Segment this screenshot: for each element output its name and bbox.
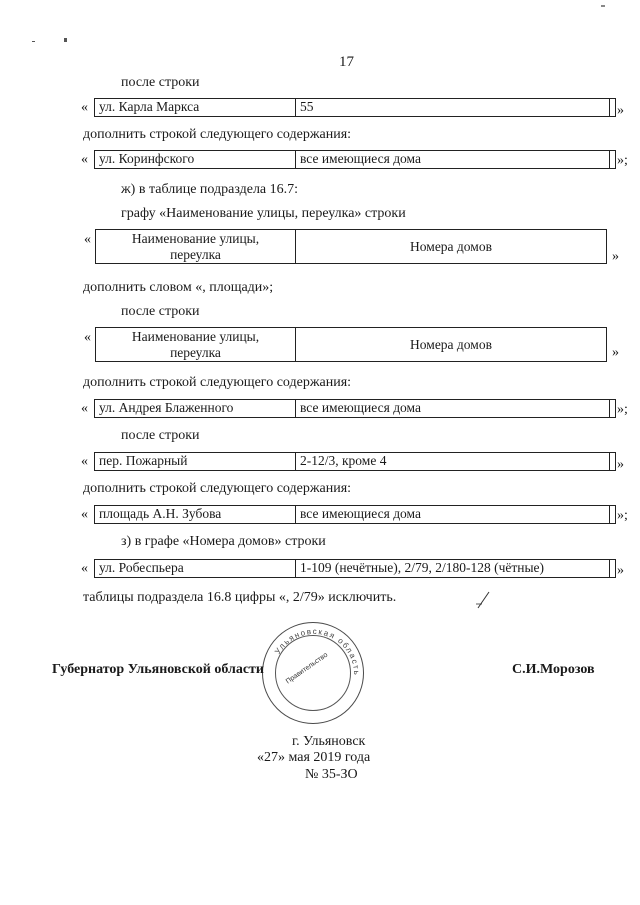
pen-mark <box>474 590 494 610</box>
paragraph-after-row: после строки <box>121 428 200 443</box>
houses-cell: все имеющиеся дома <box>300 151 421 166</box>
quote-open: « <box>84 330 91 345</box>
paragraph-after-row: после строки <box>121 75 200 90</box>
quote-close: » <box>617 103 624 118</box>
quote-open: « <box>84 232 91 247</box>
street-cell: ул. Карла Маркса <box>95 99 296 116</box>
houses-cell: 2-12/3, кроме 4 <box>300 453 387 468</box>
header-street-line1: Наименование улицы, <box>131 230 260 246</box>
paragraph-exclude: таблицы подраздела 16.8 цифры «, 2/79» исключить. <box>83 590 397 605</box>
table-row-karla-marksa <box>94 98 610 117</box>
paragraph-column-name: графу «Наименование улицы, переулка» строки <box>121 206 406 221</box>
table-row-korinfskogo <box>94 150 610 169</box>
paragraph-after-row: после строки <box>121 304 200 319</box>
page-number: 17 <box>339 54 354 70</box>
paragraph-add-word: дополнить словом «, площади»; <box>83 280 274 295</box>
header-street-cell <box>96 328 296 361</box>
quote-close: » <box>617 457 624 472</box>
signature-title: Губернатор Ульяновской области <box>52 662 264 677</box>
table-endcap <box>609 505 616 524</box>
street-cell: ул. Робеспьера <box>95 560 296 577</box>
quote-open: « <box>81 454 88 469</box>
table-endcap <box>609 399 616 418</box>
quote-open: « <box>81 152 88 167</box>
stamp-inner-ring <box>275 635 351 711</box>
street-cell: пер. Пожарный <box>95 453 296 470</box>
quote-close: » <box>617 563 624 578</box>
quote-close: » <box>612 345 619 360</box>
street-cell: ул. Коринфского <box>95 151 296 168</box>
houses-cell: все имеющиеся дома <box>300 400 421 415</box>
houses-cell: 55 <box>300 99 314 114</box>
street-cell: площадь А.Н. Зубова <box>95 506 296 523</box>
paragraph-add-row: дополнить строкой следующего содержания: <box>83 127 352 142</box>
header-street-cell <box>96 230 296 263</box>
quote-open: « <box>81 561 88 576</box>
table-row-robespera <box>94 559 610 578</box>
quote-close-semicolon: »; <box>617 153 628 168</box>
paragraph-add-row: дополнить строкой следующего содержания: <box>83 375 352 390</box>
header-houses-cell: Номера домов <box>410 336 492 352</box>
street-cell: ул. Андрея Блаженного <box>95 400 296 417</box>
header-street-line2: переулка <box>170 246 221 262</box>
stamp-ring-label: Ульяновская область <box>272 626 362 677</box>
quote-open: « <box>81 401 88 416</box>
header-street-line2: переулка <box>170 344 221 360</box>
quote-close: » <box>612 249 619 264</box>
signature-name: С.И.Морозов <box>512 662 595 677</box>
table-row-andreya-blazhennogo <box>94 399 610 418</box>
place-city: г. Ульяновск <box>292 734 366 749</box>
quote-close-semicolon: »; <box>617 402 628 417</box>
scan-speck <box>64 38 67 42</box>
header-street-line1: Наименование улицы, <box>131 328 260 344</box>
scan-speck <box>601 5 605 7</box>
table-endcap <box>609 98 616 117</box>
paragraph-z: з) в графе «Номера домов» строки <box>121 534 326 549</box>
paragraph-add-row: дополнить строкой следующего содержания: <box>83 481 352 496</box>
signing-date: «27» мая 2019 года <box>257 750 371 765</box>
table-header-row <box>95 327 607 362</box>
table-endcap <box>609 150 616 169</box>
stamp-center-text: Правительство <box>284 651 330 686</box>
quote-open: « <box>81 507 88 522</box>
scan-speck <box>32 41 35 42</box>
law-number: № 35-ЗО <box>305 767 358 782</box>
table-row-zubova <box>94 505 610 524</box>
quote-open: « <box>81 100 88 115</box>
table-row-pozharny <box>94 452 610 471</box>
quote-close-semicolon: »; <box>617 508 628 523</box>
table-endcap <box>609 559 616 578</box>
table-header-row <box>95 229 607 264</box>
houses-cell: все имеющиеся дома <box>300 506 421 521</box>
official-stamp <box>262 622 364 724</box>
header-houses-cell: Номера домов <box>410 238 492 254</box>
houses-cell: 1-109 (нечётные), 2/79, 2/180-128 (чётные) <box>300 560 545 575</box>
table-endcap <box>609 452 616 471</box>
paragraph-zh: ж) в таблице подраздела 16.7: <box>121 182 299 197</box>
